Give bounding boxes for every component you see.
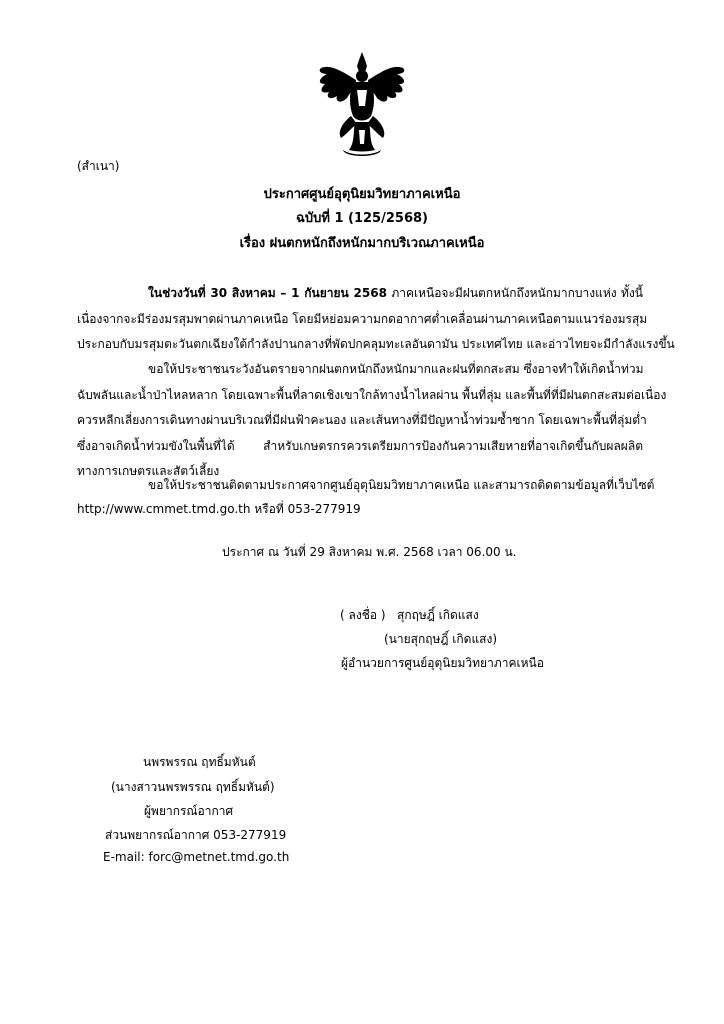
copy-label: (สำเนา) xyxy=(77,159,120,173)
page-title: ประกาศศูนย์อุตุนิยมวิทยาภาคเหนือ xyxy=(263,187,461,202)
paragraph-3-line-1: ขอให้ประชาชนติดตามประกาศจากศูนย์อุตุนิยมวิทยาภาคเหนือ และสามารถติดตามข้อมูลที่เว็บไซต์ xyxy=(148,478,655,492)
forecaster-division: ส่วนพยากรณ์อากาศ 053-277919 xyxy=(105,828,287,842)
date-range: ในช่วงวันที่ 30 สิงหาคม – 1 กันยายน 2568 xyxy=(148,286,387,300)
sign-label: ( ลงชื่อ ) xyxy=(340,608,386,622)
paragraph-2-line-4: ซึ่งอาจเกิดน้ำท่วมขังในพื้นที่ได้ สำหรับเกษตรกรควรเตรียมการป้องกันความเสียหายที่อาจเกิดขึ้นกับผลผลิต xyxy=(77,439,643,453)
subject-line: เรื่อง ฝนตกหนักถึงหนักมากบริเวณภาคเหนือ xyxy=(239,236,485,251)
paragraph-1-line-1-rest: ภาคเหนือจะมีฝนตกหนักถึงหนักมากบางแห่ง ทั้งนี้ xyxy=(386,286,643,300)
garuda-emblem-icon xyxy=(313,50,411,162)
paragraph-1-line-3: ประกอบกับมรสุมตะวันตกเฉียงใต้กำลังปานกลางที่พัดปกคลุมทะเลอันดามัน ประเทศไทย และอ่าวไทยจะมีกำลังแรงขึ้น xyxy=(77,337,675,351)
signatory-position: ผู้อำนวยการศูนย์อุตุนิยมวิทยาภาคเหนือ xyxy=(341,656,544,670)
forecaster-name: นพรพรรณ ฤทธิ์มหันต์ xyxy=(143,755,256,769)
forecaster-full-name: (นางสาวนพรพรรณ ฤทธิ์มหันต์) xyxy=(111,780,275,794)
paragraph-1-line-1 xyxy=(148,284,643,303)
paragraph-2-line-3: ควรหลีกเลี่ยงการเดินทางผ่านบริเวณที่มีฝนฟ้าคะนอง และเส้นทางที่มีปัญหาน้ำท่วมซ้ำซาก โดยเฉพาะพื้นที่ลุ่มต่ำ xyxy=(77,413,647,427)
paragraph-2-line-1: ขอให้ประชาชนระวังอันตรายจากฝนตกหนักถึงหนักมากและฝนที่ตกสะสม ซึ่งอาจทำให้เกิดน้ำท่วม xyxy=(148,362,644,376)
paragraph-3-line-2: http://www.cmmet.tmd.go.th หรือที่ 053-277919 xyxy=(77,502,361,516)
issue-number: ฉบับที่ 1 (125/2568) xyxy=(296,211,428,226)
paragraph-2-line-5: ทางการเกษตรและสัตว์เลี้ยง xyxy=(77,464,220,478)
forecaster-role: ผู้พยากรณ์อากาศ xyxy=(144,804,234,818)
announcement-date: ประกาศ ณ วันที่ 29 สิงหาคม พ.ศ. 2568 เวลา 06.00 น. xyxy=(222,545,517,559)
forecaster-email: E-mail: forc@metnet.tmd.go.th xyxy=(103,850,290,864)
signed-name: สุกฤษฎิ์ เกิดแสง xyxy=(397,608,479,622)
signatory-full-name: (นายสุกฤษฎิ์ เกิดแสง) xyxy=(384,632,498,646)
paragraph-1-line-2: เนื่องจากจะมีร่องมรสุมพาดผ่านภาคเหนือ โดยมีหย่อมความกดอากาศต่ำเคลื่อนผ่านภาคเหนือตามแนวร่องมรสุม xyxy=(77,312,648,326)
paragraph-2-line-2: ฉับพลันและน้ำป่าไหลหลาก โดยเฉพาะพื้นที่ลาดเชิงเขาใกล้ทางน้ำไหลผ่าน พื้นที่ลุ่ม และพื้นที่ที่มีฝนตกสะสมต่อเนื่อง xyxy=(77,388,667,402)
